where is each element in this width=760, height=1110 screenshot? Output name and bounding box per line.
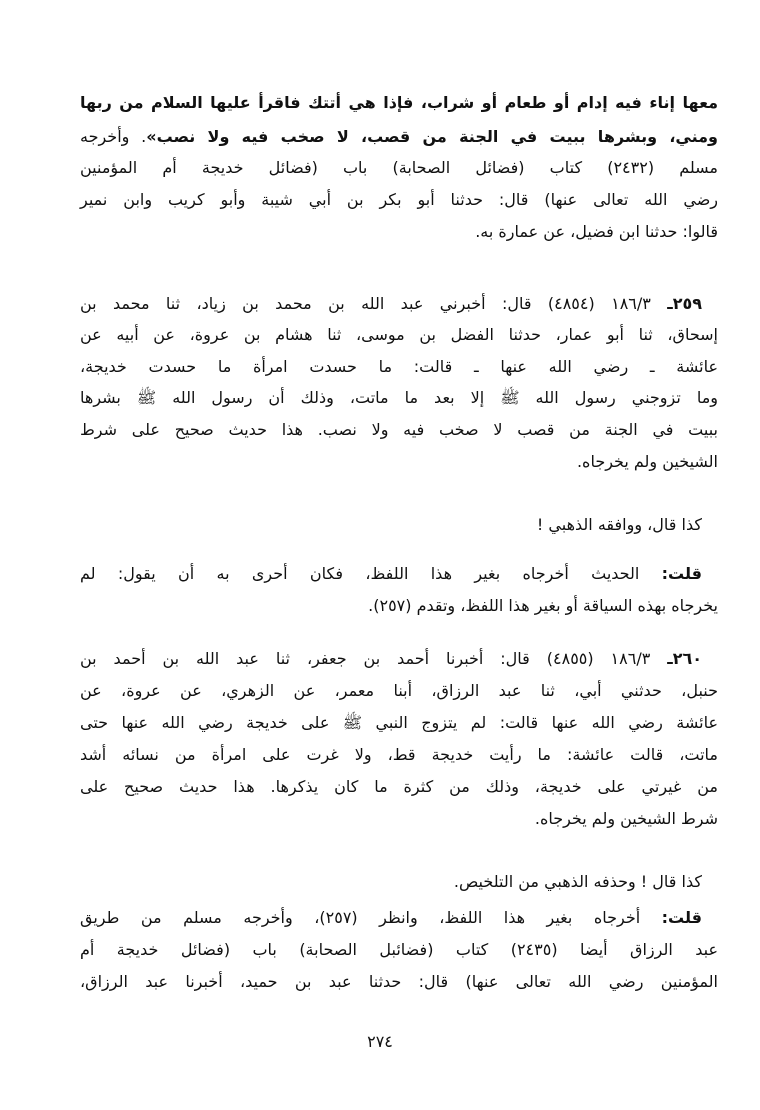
text-line: عائشة ـ رضي الله عنها ـ قالت: ما حسدت امرأة ما حسدت خديجة، (80, 357, 718, 376)
text: ١٨٦/٣ (٤٨٥٥) قال: أخبرنا أحمد بن جعفر، ثنا عبد الله بن أحمد بن (80, 649, 668, 668)
page-number: ٢٧٤ (367, 1032, 393, 1051)
quoted-text: ومني، وبشرها ببيت في الجنة من قصب، لا صخب فيه ولا نصب» (146, 127, 719, 146)
text: أخرجاه بغير هذا اللفظ، وانظر (٢٥٧)، وأخرجه مسلم من طريق (80, 908, 662, 927)
text-line: عائشة رضي الله عنها قالت: لم يتزوج النبي ﷺ على خديجة رضي الله عنها حتى (80, 713, 718, 732)
qult-label: قلت: (661, 564, 702, 583)
text-line: إسحاق، ثنا أبو عمار، حدثنا الفضل بن موسى، ثنا هشام بن عروة، عن أبيه عن (80, 325, 718, 344)
text-line (80, 906, 718, 930)
text-line (80, 125, 718, 149)
quoted-text: معها إناء فيه إدام أو طعام أو شراب، فإذا هي أتتك فاقرأ عليها السلام من ربها (80, 93, 718, 112)
text-line: ماتت، قالت عائشة: ما رأيت خديجة قط، ولا غرت على امرأة من نسائه أشد (80, 745, 718, 764)
commentary-note: كذا قال ! وحذفه الذهبي من التلخيص. (453, 872, 702, 891)
text-line (80, 562, 718, 586)
text-line: ببيت في الجنة من قصب لا صخب فيه ولا نصب. هذا حديث صحيح على شرط (80, 420, 718, 439)
text: ١٨٦/٣ (٤٨٥٤) قال: أخبرني عبد الله بن محمد بن زياد، ثنا محمد بن (80, 294, 668, 313)
text: الحديث أخرجاه بغير هذا اللفظ، فكان أحرى به أن يقول: لم (80, 564, 662, 583)
text-line: يخرجاه بهذه السياقة أو بغير هذا اللفظ، وتقدم (٢٥٧). (368, 596, 718, 615)
text-line (80, 292, 718, 316)
text-line (80, 91, 718, 115)
qult-label: قلت: (661, 908, 702, 927)
text-line: الشيخين ولم يخرجاه. (576, 452, 718, 471)
text-line: رضي الله تعالى عنها) قال: حدثنا أبو بكر بن أبي شيبة وأبو كريب وابن نمير (80, 190, 718, 209)
commentary-note: كذا قال، ووافقه الذهبي ! (536, 515, 702, 534)
text-line: المؤمنين رضي الله تعالى عنها) قال: حدثنا عبد بن حميد، أخبرنا عبد الرزاق، (80, 972, 718, 991)
text-line: من غيرتي على خديجة، وذلك من كثرة ما كان يذكرها. هذا حديث صحيح على (80, 777, 718, 796)
text-line: قالوا: حدثنا ابن فضيل، عن عمارة به. (475, 222, 718, 241)
text-line: عبد الرزاق أيضا (٢٤٣٥) كتاب (فضائبل الصحابة) باب (فضائل خديجة أم (80, 940, 718, 959)
hadith-number: ٢٦٠ـ (667, 649, 703, 668)
text: . وأخرجه (80, 127, 147, 146)
text-line: شرط الشيخين ولم يخرجاه. (534, 809, 718, 828)
text-line (80, 647, 718, 671)
text-line: حنبل، حدثني أبي، ثنا عبد الرزاق، أبنا معمر، عن الزهري، عن عروة، عن (80, 681, 718, 700)
text-line: وما تزوجني رسول الله ﷺ إلا بعد ما ماتت، وذلك أن رسول الله ﷺ بشرها (80, 388, 718, 407)
hadith-number: ٢٥٩ـ (667, 294, 703, 313)
text-line: مسلم (٢٤٣٢) كتاب (فضائل الصحابة) باب (فضائل خديجة أم المؤمنين (80, 158, 718, 177)
